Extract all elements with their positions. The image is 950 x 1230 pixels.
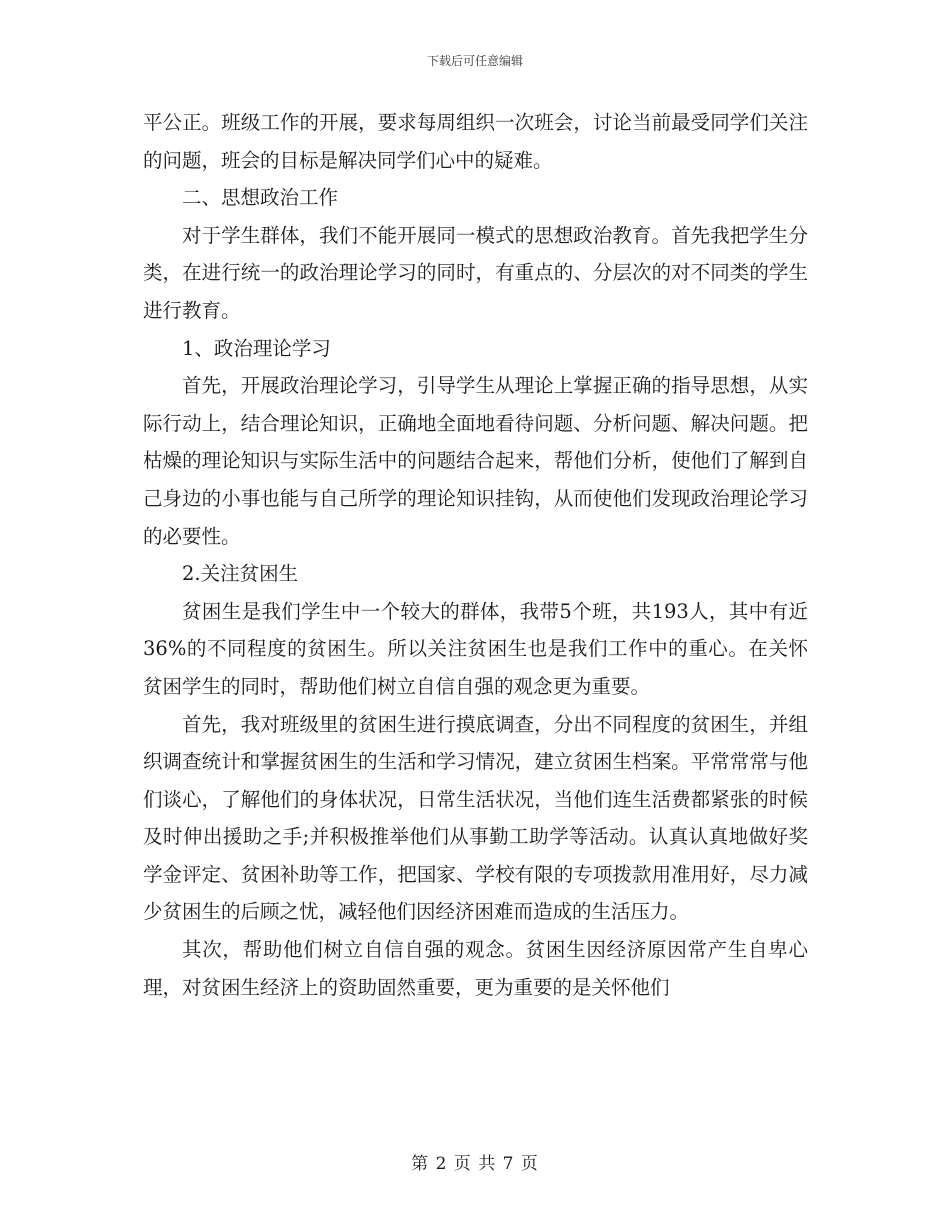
page-number: 第 2 页 共 7 页 <box>411 1154 539 1174</box>
document-body <box>143 104 808 1006</box>
subsection-heading: 2.关注贫困生 <box>182 562 299 586</box>
paragraph: 对于学生群体，我们不能开展同一模式的思想政治教育。首先我把学生分类，在进行统一的政治理论学习的同时，有重点的、分层次的对不同类的学生进行教育。 <box>143 223 808 322</box>
paragraph: 贫困生是我们学生中一个较大的群体，我带5个班，共193人，其中有近36%的不同程度的贫困生。所以关注贫困生也是我们工作中的重心。在关怀贫困学生的同时，帮助他们树立自信自强的观念更为重要。 <box>143 599 808 698</box>
page-header: 下载后可任意编辑 <box>426 54 523 68</box>
paragraph: 首先，开展政治理论学习，引导学生从理论上掌握正确的指导思想，从实际行动上，结合理论知识，正确地全面地看待问题、分析问题、解决问题。把枯燥的理论知识与实际生活中的问题结合起来，帮他们分析，使他们了解到自己身边的小事也能与自己所学的理论知识挂钩，从而使他们发现政治理论学习的必要性。 <box>143 374 808 548</box>
section-heading: 二、思想政治工作 <box>182 186 339 210</box>
paragraph: 平公正。班级工作的开展，要求每周组织一次班会，讨论当前最受同学们关注的问题，班会的目标是解决同学们心中的疑难。 <box>143 111 808 172</box>
subsection-heading: 1、政治理论学习 <box>182 336 331 360</box>
paragraph: 其次，帮助他们树立自信自强的观念。贫困生因经济原因常产生自卑心理，对贫困生经济上的资助固然重要，更为重要的是关怀他们 <box>143 938 808 999</box>
paragraph: 首先，我对班级里的贫困生进行摸底调查，分出不同程度的贫困生，并组织调查统计和掌握贫困生的生活和学习情况，建立贫困生档案。平常常常与他们谈心，了解他们的身体状况，日常生活状况，当他们连生活费都紧张的时候及时伸出援助之手;并积极推举他们从事勤工助学等活动。认真认真地做好奖学金评定、贫困补助等工作，把国家、学校有限的专项拨款用准用好，尽力减少贫困生的后顾之忧，减轻他们因经济困难而造成的生活压力。 <box>143 712 808 924</box>
